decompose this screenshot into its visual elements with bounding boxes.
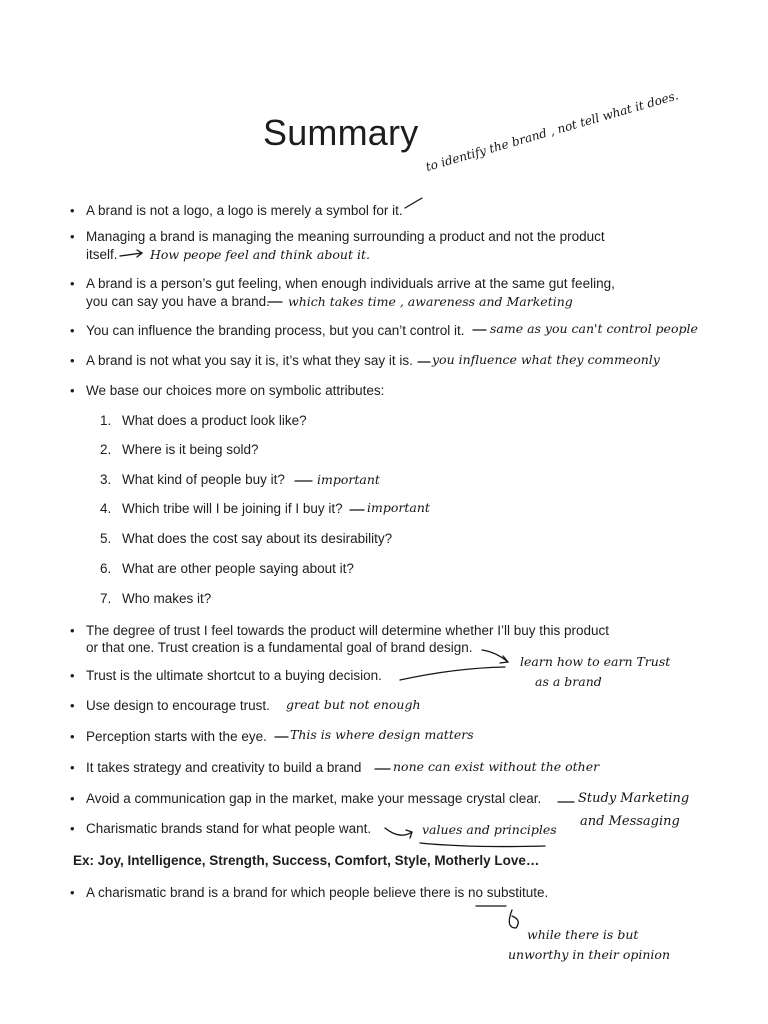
handwritten-note: same as you can't control people <box>490 321 698 336</box>
bullet-glyph: • <box>70 623 75 638</box>
point-text: A brand is not what you say it is, it’s what they say it is. <box>86 353 413 368</box>
list-text: What does the cost say about its desirability? <box>122 531 393 546</box>
bullet-glyph: • <box>70 760 75 775</box>
list-number: 4. <box>100 501 112 516</box>
bullet-glyph: • <box>70 668 75 683</box>
bullet-glyph: • <box>70 821 75 836</box>
handwritten-note: important <box>367 500 430 515</box>
point-text: We base our choices more on symbolic attributes: <box>86 383 385 398</box>
bullet-glyph: • <box>70 383 75 398</box>
arrow-mark <box>400 667 505 680</box>
bullet-glyph: • <box>70 323 75 338</box>
bullet-glyph: • <box>70 698 75 713</box>
point-text: A brand is a person’s gut feeling, when enough individuals arrive at the same gut feeling, <box>86 276 615 291</box>
handwritten-note: How peope feel and think about it. <box>150 247 370 262</box>
example-line: Ex: Joy, Intelligence, Strength, Success, Comfort, Style, Motherly Love… <box>73 853 540 868</box>
point-text: Avoid a communication gap in the market, make your message crystal clear. <box>86 791 542 806</box>
point-text: It takes strategy and creativity to build a brand <box>86 760 362 775</box>
arrow-mark <box>482 650 508 663</box>
underline-mark <box>420 843 545 847</box>
handwritten-note: values and principles <box>422 822 557 837</box>
point-text: Charismatic brands stand for what people want. <box>86 821 372 836</box>
handwritten-note: you influence what they commeonly <box>432 352 660 367</box>
list-number: 6. <box>100 561 112 576</box>
list-text: Where is it being sold? <box>122 442 259 457</box>
list-number: 2. <box>100 442 112 457</box>
point-text: Perception starts with the eye. <box>86 729 267 744</box>
handwritten-note: none can exist without the other <box>393 759 600 774</box>
point-continuation: or that one. Trust creation is a fundamental goal of brand design. <box>86 640 473 655</box>
list-number: 5. <box>100 531 112 546</box>
list-number: 7. <box>100 591 112 606</box>
arrow-mark <box>385 828 412 838</box>
handwritten-note: Study Marketing <box>578 791 690 806</box>
list-number: 3. <box>100 472 112 487</box>
handwritten-note: learn how to earn Trust <box>520 654 671 669</box>
point-text: Use design to encourage trust. <box>86 698 270 713</box>
point-text: You can influence the branding process, but you can’t control it. <box>86 323 465 338</box>
list-number: 1. <box>100 413 112 428</box>
point-text: A brand is not a logo, a logo is merely a symbol for it. <box>86 203 403 218</box>
list-text: What kind of people buy it? <box>122 472 285 487</box>
point-continuation: you can say you have a brand. <box>86 294 270 309</box>
handwritten-note: which takes time , awareness and Marketing <box>288 294 573 309</box>
handwritten-note: This is where design matters <box>290 727 474 742</box>
point-text: Trust is the ultimate shortcut to a buying decision. <box>86 668 382 683</box>
point-text: The degree of trust I feel towards the product will determine whether I’ll buy this product <box>86 623 610 638</box>
list-text: What does a product look like? <box>122 413 307 428</box>
handwritten-note: to identify the brand , not tell what it does. <box>424 88 680 174</box>
list-text: What are other people saying about it? <box>122 561 354 576</box>
bullet-glyph: • <box>70 203 75 218</box>
arrow-mark <box>120 250 142 257</box>
arrow-mark <box>509 910 518 928</box>
point-text: A charismatic brand is a brand for which people believe there is no substitute. <box>86 885 549 900</box>
handwritten-note: as a brand <box>535 674 602 689</box>
handwritten-note: important <box>317 472 380 487</box>
handwritten-note: unworthy in their opinion <box>508 947 670 962</box>
bullet-glyph: • <box>70 729 75 744</box>
point-text: Managing a brand is managing the meaning surrounding a product and not the product <box>86 229 605 244</box>
arrow-mark <box>405 198 422 208</box>
list-text: Who makes it? <box>122 591 212 606</box>
bullet-glyph: • <box>70 353 75 368</box>
handwritten-note: and Messaging <box>580 814 680 829</box>
point-continuation: itself. <box>86 247 118 262</box>
page-title: Summary <box>263 112 419 153</box>
list-text: Which tribe will I be joining if I buy it? <box>122 501 343 516</box>
handwritten-note: while there is but <box>527 927 639 942</box>
handwritten-note: great but not enough <box>286 697 421 712</box>
bullet-glyph: • <box>70 791 75 806</box>
bullet-glyph: • <box>70 276 75 291</box>
bullet-glyph: • <box>70 229 75 244</box>
bullet-glyph: • <box>70 885 75 900</box>
